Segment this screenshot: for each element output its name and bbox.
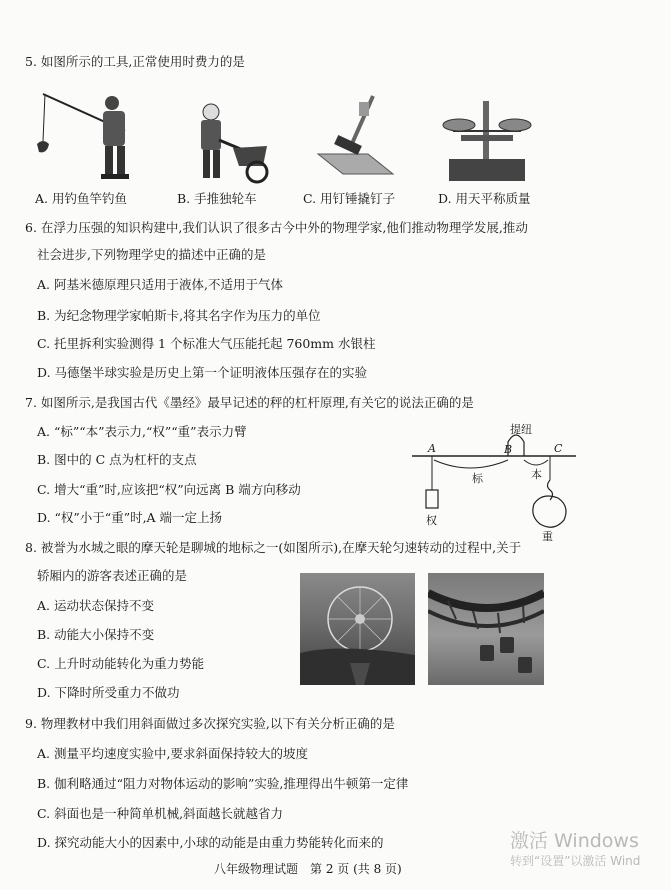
q6-option-d: D. 马德堡半球实验是历史上第一个证明液体压强存在的实验: [37, 365, 368, 380]
q7-option-b: B. 图中的 C 点为杠杆的支点: [37, 452, 197, 467]
q8-option-a: A. 运动状态保持不变: [37, 598, 154, 613]
activation-watermark-subtitle: 转到“设置”以激活 Wind: [510, 854, 641, 868]
label-biao: 标: [472, 472, 483, 485]
q6-stem-line1: 6. 在浮力压强的知识构建中,我们认识了很多古今中外的物理学家,他们推动物理学发展,推动: [25, 220, 528, 235]
ferris-wheel-photo-1: [300, 573, 415, 685]
label-tizu: 提纽: [510, 423, 532, 436]
q8-stem-line1: 8. 被誉为水城之眼的摩天轮是聊城的地标之一(如图所示),在摩天轮匀速转动的过程中,关于: [25, 540, 522, 555]
q5-option-b: B. 手推独轮车: [177, 191, 257, 206]
q7-option-d: D. “权”小于“重”时,A 端一定上扬: [37, 510, 223, 525]
balance-scale-figure: [437, 97, 537, 185]
q7-option-a: A. “标”“本”表示力,“权”“重”表示力臂: [37, 424, 247, 439]
q6-option-b: B. 为纪念物理学家帕斯卡,将其名字作为压力的单位: [37, 308, 321, 323]
claw-hammer-figure: [313, 94, 398, 186]
q9-option-c: C. 斜面也是一种简单机械,斜面越长就越省力: [37, 806, 284, 821]
q8-option-d: D. 下降时所受重力不做功: [37, 685, 180, 700]
q5-option-c: C. 用钉锤撬钉子: [303, 191, 396, 206]
q5-option-a: A. 用钓鱼竿钓鱼: [35, 191, 127, 206]
q5-option-d: D. 用天平称质量: [438, 191, 531, 206]
q9-stem: 9. 物理教材中我们用斜面做过多次探究实验,以下有关分析正确的是: [25, 716, 395, 731]
q6-stem-line2: 社会进步,下列物理学史的描述中正确的是: [37, 247, 266, 262]
q9-option-a: A. 测量平均速度实验中,要求斜面保持较大的坡度: [37, 746, 308, 761]
activation-watermark-title: 激活 Windows: [510, 830, 639, 852]
wheelbarrow-figure: [183, 100, 273, 186]
q7-option-c: C. 增大“重”时,应该把“权”向远离 B 端方向移动: [37, 482, 301, 497]
q8-stem-line2: 轿厢内的游客表述正确的是: [37, 568, 188, 583]
q7-stem: 7. 如图所示,是我国古代《墨经》最早记述的秤的杠杆原理,有关它的说法正确的是: [25, 395, 474, 410]
label-b: B: [504, 443, 513, 456]
q6-option-a: A. 阿基米德原理只适用于液体,不适用于气体: [37, 277, 283, 292]
page-footer: 八年级物理试题 第 2 页 (共 8 页): [214, 862, 402, 876]
q9-option-d: D. 探究动能大小的因素中,小球的动能是由重力势能转化而来的: [37, 835, 384, 850]
label-ben: 本: [531, 468, 542, 481]
q8-option-b: B. 动能大小保持不变: [37, 627, 155, 642]
label-c: C: [554, 442, 563, 455]
q8-option-c: C. 上升时动能转化为重力势能: [37, 656, 205, 671]
q6-option-c: C. 托里拆利实验测得 1 个标准大气压能托起 760mm 水银柱: [37, 336, 376, 351]
q9-option-b: B. 伽利略通过“阻力对物体运动的影响”实验,推理得出牛顿第一定律: [37, 776, 409, 791]
ferris-wheel-photo-2: [428, 573, 544, 685]
label-a: A: [428, 442, 436, 455]
steelyard-lever-diagram: [408, 420, 583, 542]
q5-stem: 5. 如图所示的工具,正常使用时费力的是: [25, 54, 245, 69]
fishing-figure: [35, 86, 140, 186]
label-quan: 权: [426, 514, 437, 527]
label-zhong: 重: [542, 530, 553, 542]
